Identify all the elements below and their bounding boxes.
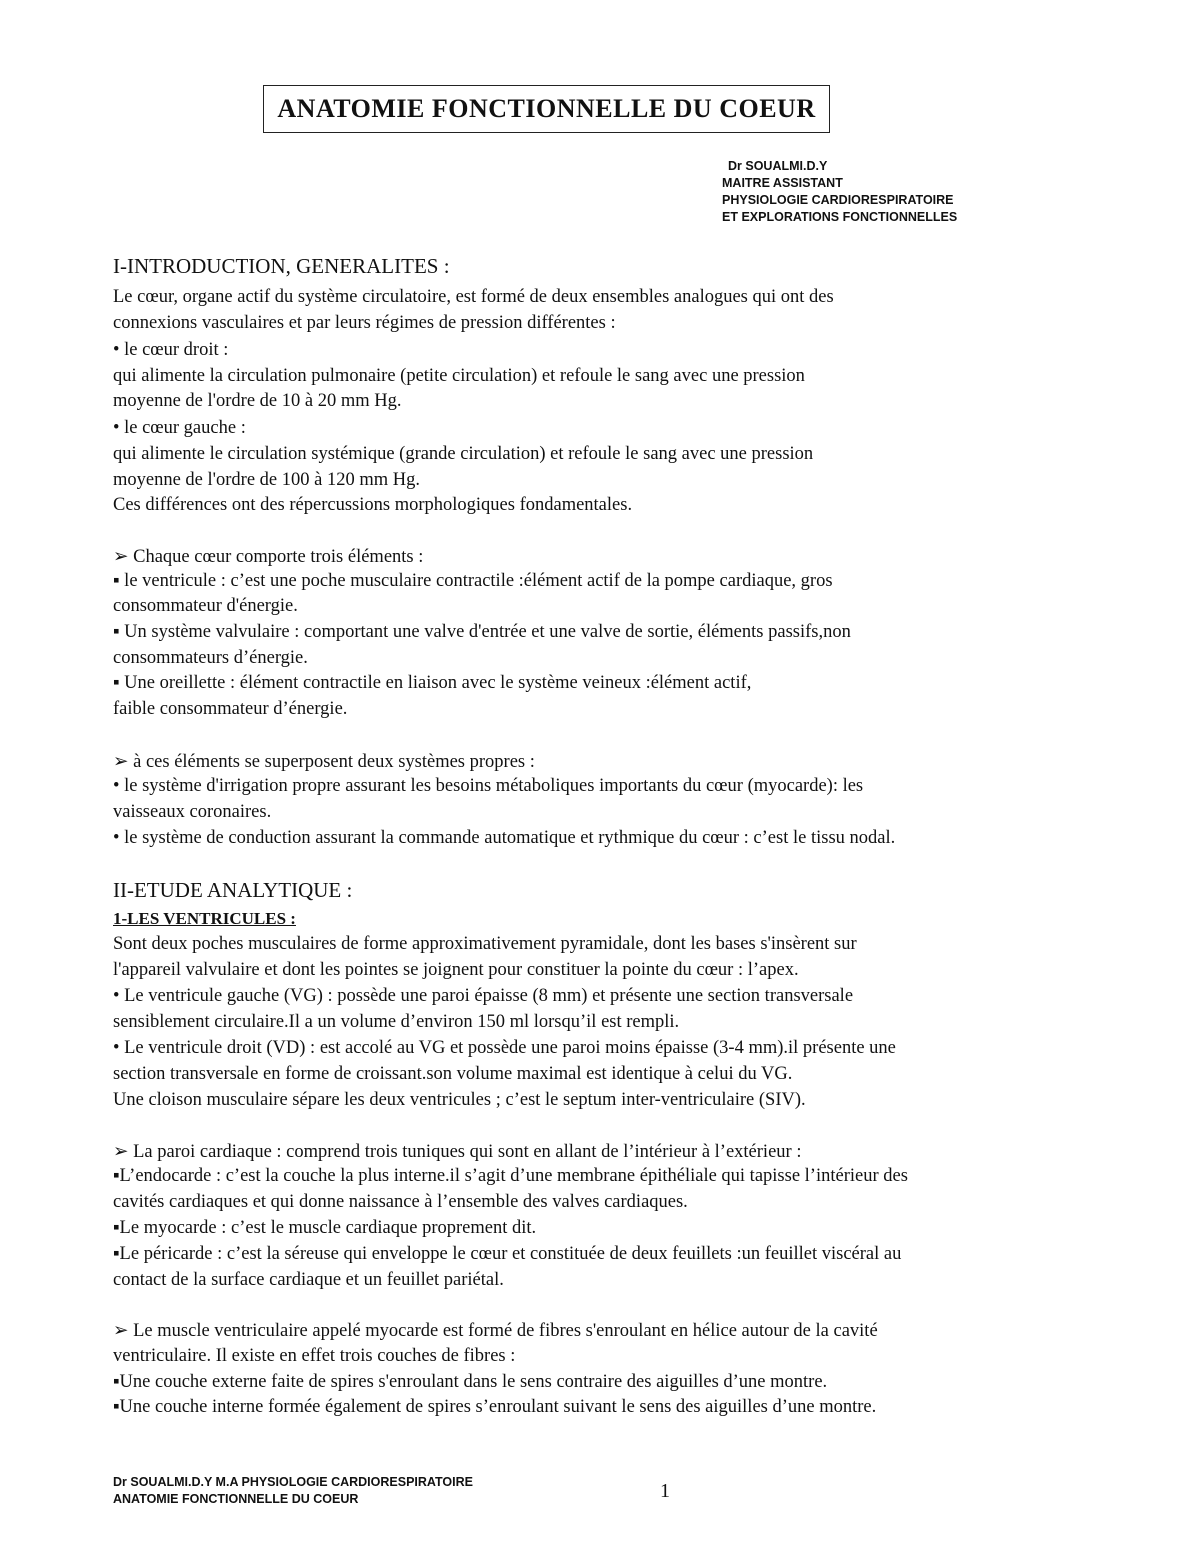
page-number: 1 [660,1480,670,1502]
text-line: moyenne de l'ordre de 10 à 20 mm Hg. [113,391,402,411]
author-block [722,158,957,226]
text-line: faible consommateur d’énergie. [113,699,348,719]
text-line: sensiblement circulaire.Il a un volume d’environ 150 ml lorsqu’il est rempli. [113,1012,680,1032]
text-line: qui alimente la circulation pulmonaire (petite circulation) et refoule le sang avec une pression [113,366,805,386]
text-line: connexions vasculaires et par leurs régimes de pression différentes : [113,313,616,333]
page-footer [113,1474,473,1508]
text-line: ▪L’endocarde : c’est la couche la plus interne.il s’agit d’une membrane épithéliale qui tapisse l’intérieur des [113,1166,908,1186]
text-line: cavités cardiaques et qui donne naissance à l’ensemble des valves cardiaques. [113,1192,688,1212]
text-line: ➢ La paroi cardiaque : comprend trois tuniques qui sont en allant de l’intérieur à l’extérieur : [113,1142,802,1162]
text-line: • le cœur gauche : [113,418,246,438]
text-line: • Le ventricule droit (VD) : est accolé au VG et possède une paroi moins épaisse (3-4 mm).il présente une [113,1038,896,1058]
text-line: consommateur d'énergie. [113,596,298,616]
text-line: ➢ à ces éléments se superposent deux systèmes propres : [113,752,535,772]
text-line: • le cœur droit : [113,340,229,360]
text-line: ➢ Le muscle ventriculaire appelé myocarde est formé de fibres s'enroulant en hélice autour de la cavité [113,1321,878,1341]
text-line: vaisseaux coronaires. [113,802,272,822]
text-line: • le système de conduction assurant la commande automatique et rythmique du cœur : c’est le tissu nodal. [113,828,896,848]
text-line: ▪ Une oreillette : élément contractile en liaison avec le système veineux :élément actif, [113,673,752,693]
subsection-heading: 1-LES VENTRICULES : [113,909,296,928]
footer-line-1: Dr SOUALMI.D.Y M.A PHYSIOLOGIE CARDIORESPIRATOIRE [113,1475,473,1489]
text-line: ▪Le péricarde : c’est la séreuse qui enveloppe le cœur et constituée de deux feuillets :un feuillet viscéral au [113,1244,902,1264]
text-line: • Le ventricule gauche (VG) : possède une paroi épaisse (8 mm) et présente une section transversale [113,986,854,1006]
author-role: MAITRE ASSISTANT [722,176,843,190]
section-heading: II-ETUDE ANALYTIQUE : [113,878,353,902]
text-line: ➢ Chaque cœur comporte trois éléments : [113,547,424,567]
text-line: ▪Le myocarde : c’est le muscle cardiaque proprement dit. [113,1218,537,1238]
text-line: ▪Une couche interne formée également de spires s’enroulant suivant le sens des aiguilles d’une montre. [113,1397,877,1417]
text-line: ▪ Un système valvulaire : comportant une valve d'entrée et une valve de sortie, éléments passifs,non [113,622,851,642]
text-line: qui alimente le circulation systémique (grande circulation) et refoule le sang avec une pression [113,444,814,464]
footer-line-2: ANATOMIE FONCTIONNELLE DU COEUR [113,1492,359,1506]
document-title: ANATOMIE FONCTIONNELLE DU COEUR [263,85,830,133]
text-line: ▪ le ventricule : c’est une poche musculaire contractile :élément actif de la pompe cardiaque, gros [113,571,833,591]
text-line: consommateurs d’énergie. [113,648,308,668]
author-name: Dr SOUALMI.D.Y [728,159,828,173]
text-line: section transversale en forme de croissant.son volume maximal est identique à celui du VG. [113,1064,793,1084]
text-line: Sont deux poches musculaires de forme approximativement pyramidale, dont les bases s'insèrent sur [113,934,857,954]
text-line: • le système d'irrigation propre assurant les besoins métaboliques importants du cœur (myocarde): les [113,776,864,796]
text-line: contact de la surface cardiaque et un feuillet pariétal. [113,1270,504,1290]
author-dept-2: ET EXPLORATIONS FONCTIONNELLES [722,210,958,224]
text-line: moyenne de l'ordre de 100 à 120 mm Hg. [113,470,420,490]
text-line: l'appareil valvulaire et dont les pointes se joignent pour constituer la pointe du cœur : l’apex. [113,960,799,980]
text-line: ▪Une couche externe faite de spires s'enroulant dans le sens contraire des aiguilles d’une montre. [113,1372,828,1392]
author-dept-1: PHYSIOLOGIE CARDIORESPIRATOIRE [722,193,954,207]
text-line: ventriculaire. Il existe en effet trois couches de fibres : [113,1346,516,1366]
text-line: Le cœur, organe actif du système circulatoire, est formé de deux ensembles analogues qui ont des [113,287,834,307]
text-line: Ces différences ont des répercussions morphologiques fondamentales. [113,495,633,515]
text-line: Une cloison musculaire sépare les deux ventricules ; c’est le septum inter-ventriculaire (SIV). [113,1090,806,1110]
section-heading: I-INTRODUCTION, GENERALITES : [113,254,450,278]
